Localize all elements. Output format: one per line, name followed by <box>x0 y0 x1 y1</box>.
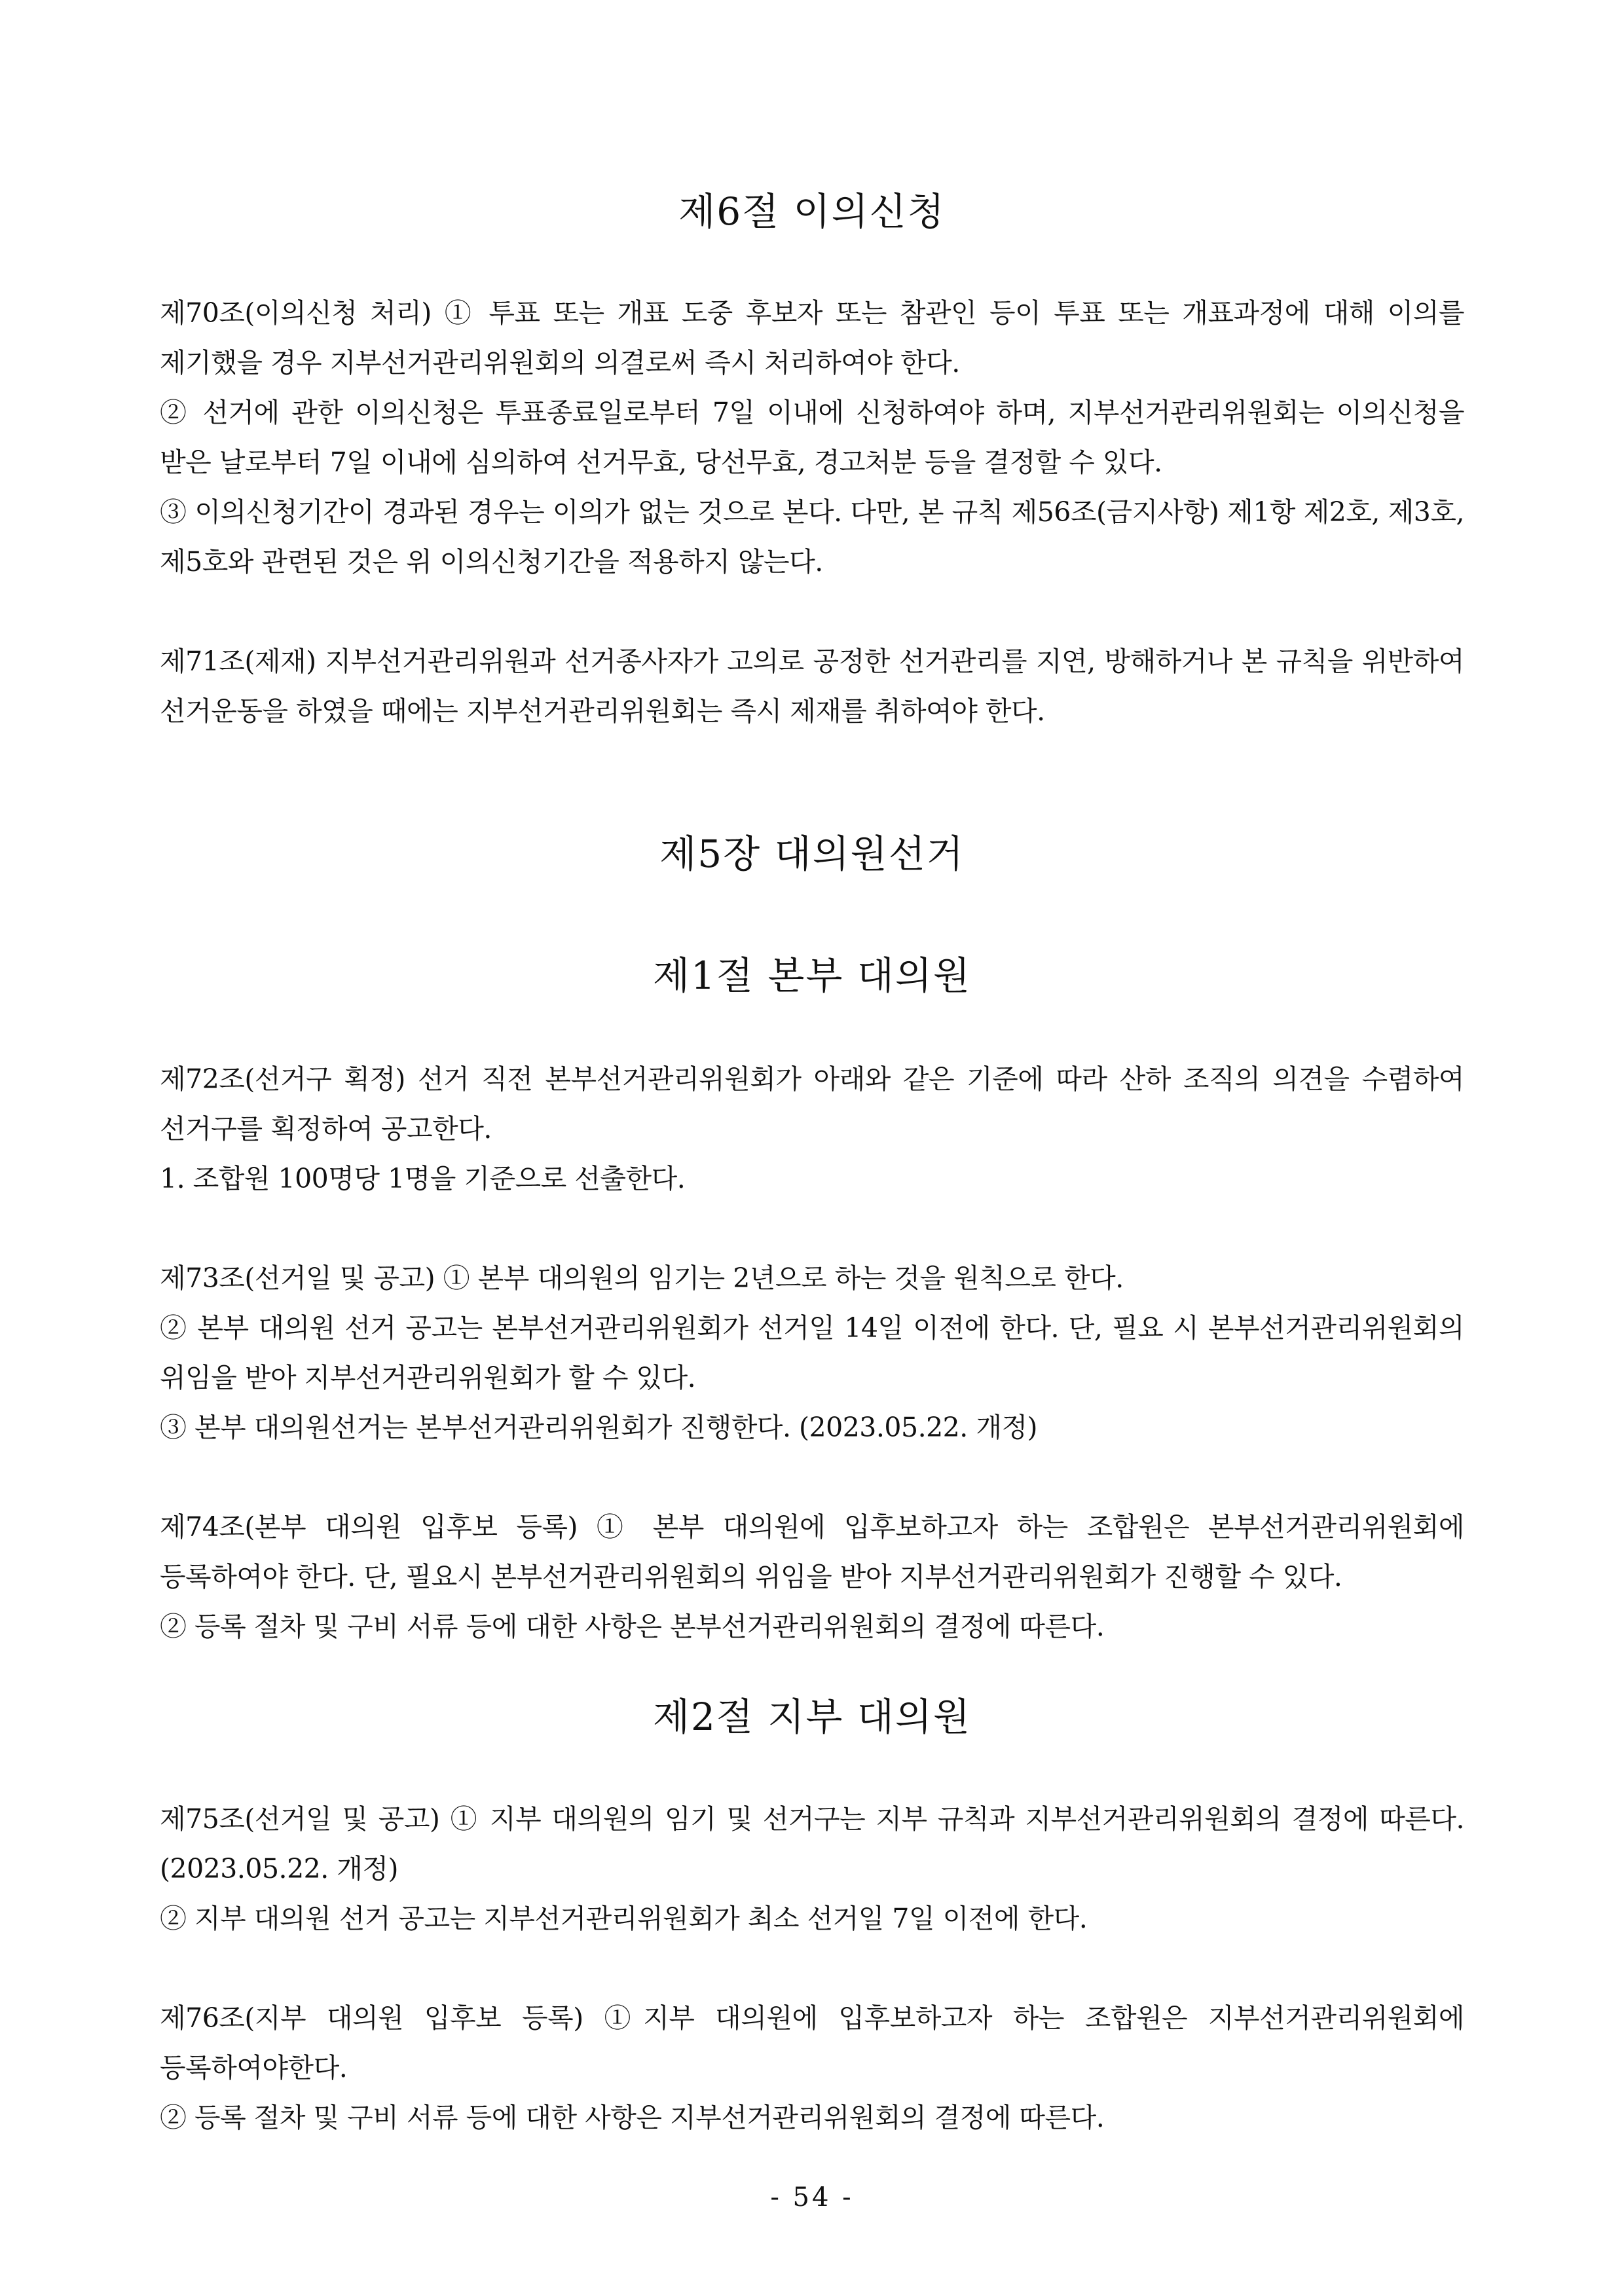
article-70-paragraph-2: ② 선거에 관한 이의신청은 투표종료일로부터 7일 이내에 신청하여야 하며, 지부선거관리위원회는 이의신청을 받은 날로부터 7일 이내에 심의하여 선거무효, 당선무효, 경고처분 등을 결정할 수 있다. <box>160 397 1464 478</box>
section-6-heading: 제6절 이의신청 <box>678 189 946 234</box>
chapter-5-heading: 제5장 대의원선거 <box>659 832 965 876</box>
article-71 <box>160 636 1464 736</box>
article-75-paragraph-2: ② 지부 대의원 선거 공고는 지부선거관리위원회가 최소 선거일 7일 이전에 한다. <box>160 1903 1088 1934</box>
section-1-heading: 제1절 본부 대의원 <box>653 953 971 998</box>
section-2-heading: 제2절 지부 대의원 <box>653 1695 971 1739</box>
article-70-paragraph-3: ③ 이의신청기간이 경과된 경우는 이의가 없는 것으로 본다. 다만, 본 규칙 제56조(금지사항) 제1항 제2호, 제3호, 제5호와 관련된 것은 위 이의신청기간을 적용하지 않는다. <box>160 496 1464 578</box>
article-71-paragraph-1: 제71조(제재) 지부선거관리위원과 선거종사자가 고의로 공정한 선거관리를 지연, 방해하거나 본 규칙을 위반하여 선거운동을 하였을 때에는 지부선거관리위원회는 즉시 제재를 취하여야 한다. <box>160 646 1464 727</box>
article-75-paragraph-1: 제75조(선거일 및 공고) ① 지부 대의원의 임기 및 선거구는 지부 규칙과 지부선거관리위원회의 결정에 따른다. (2023.05.22. 개정) <box>160 1803 1464 1884</box>
article-70 <box>160 288 1464 587</box>
article-72-item-1: 1. 조합원 100명당 1명을 기준으로 선출한다. <box>160 1163 686 1194</box>
article-76-paragraph-2: ② 등록 절차 및 구비 서류 등에 대한 사항은 지부선거관리위원회의 결정에 따른다. <box>160 2102 1105 2133</box>
article-76 <box>160 1993 1464 2142</box>
section-6-body <box>160 288 1464 736</box>
article-73-paragraph-2: ② 본부 대의원 선거 공고는 본부선거관리위원회가 선거일 14일 이전에 한다. 단, 필요 시 본부선거관리위원회의 위임을 받아 지부선거관리위원회가 할 수 있다. <box>160 1312 1464 1393</box>
page-number: - 54 - <box>770 2182 854 2212</box>
article-72-paragraph-1: 제72조(선거구 획정) 선거 직전 본부선거관리위원회가 아래와 같은 기준에 따라 산하 조직의 의견을 수렴하여 선거구를 획정하여 공고한다. <box>160 1063 1464 1145</box>
article-73-paragraph-1: 제73조(선거일 및 공고) ① 본부 대의원의 임기는 2년으로 하는 것을 원칙으로 한다. <box>160 1262 1124 1294</box>
article-74-paragraph-2: ② 등록 절차 및 구비 서류 등에 대한 사항은 본부선거관리위원회의 결정에 따른다. <box>160 1611 1105 1642</box>
article-74-paragraph-1: 제74조(본부 대의원 입후보 등록) ① 본부 대의원에 입후보하고자 하는 조합원은 본부선거관리위원회에 등록하여야 한다. 단, 필요시 본부선거관리위원회의 위임을 받아 지부선거관리위원회가 진행할 수 있다. <box>160 1511 1464 1592</box>
article-76-paragraph-1: 제76조(지부 대의원 입후보 등록) ①지부 대의원에 입후보하고자 하는 조합원은 지부선거관리위원회에 등록하여야한다. <box>160 2002 1464 2084</box>
article-74 <box>160 1502 1464 1651</box>
section-1-body <box>160 1054 1464 1651</box>
article-70-paragraph-1: 제70조(이의신청 처리) ① 투표 또는 개표 도중 후보자 또는 참관인 등이 투표 또는 개표과정에 대해 이의를 제기했을 경우 지부선거관리위원회의 의결로써 즉시 처리하여야 한다. <box>160 297 1464 378</box>
section-2-body <box>160 1794 1464 2142</box>
article-75 <box>160 1794 1464 1943</box>
article-73 <box>160 1253 1464 1452</box>
article-73-paragraph-3: ③ 본부 대의원선거는 본부선거관리위원회가 진행한다. (2023.05.22. 개정) <box>160 1412 1038 1443</box>
article-72 <box>160 1054 1464 1203</box>
